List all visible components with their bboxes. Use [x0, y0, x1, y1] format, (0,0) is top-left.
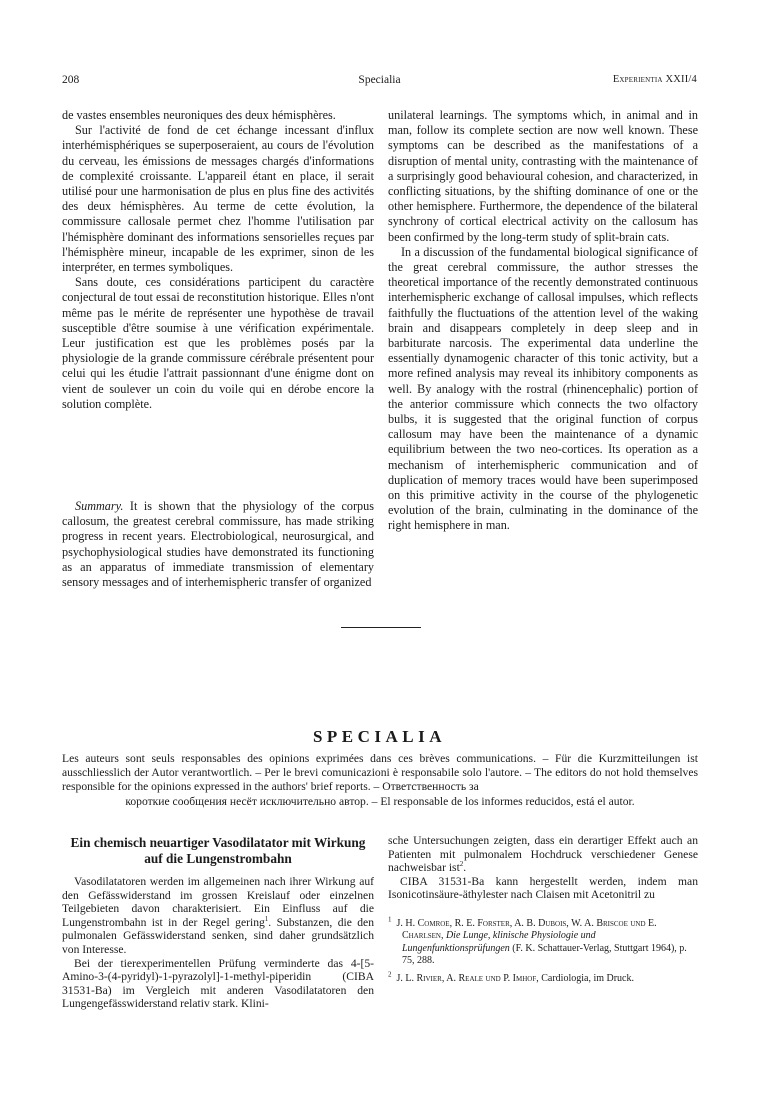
paragraph-text: . Substanzen, die den pulmonalen Gefässwiderstand senken, sind daher grundsätzlich von Interesse.	[62, 915, 374, 956]
summary-paragraph	[62, 499, 374, 590]
paragraph-text: .	[463, 861, 467, 875]
footnote-authors: J. H. Comroe, R. E. Forster, A. B. Dubois, W. A. Briscoe und E. Charlsen,	[396, 918, 657, 942]
paragraph: CIBA 31531-Ba kann hergestellt werden, indem man Isonicotinsäure-äthylester nach Claisen mit Acetonitril zu	[388, 874, 698, 902]
paragraph-text: Vasodilatatoren werden im allgemeinen nach ihrer Wirkung auf den Gefässwiderstand im grossen Kreislauf oder einzelnen Teilgebieten davon charakterisiert. Ein Einfluss auf die Lungenstrombahn ist in der Regel gering	[62, 875, 374, 929]
left-column	[62, 108, 374, 412]
footnotes	[388, 915, 698, 990]
editorial-disclaimer	[62, 752, 698, 809]
disclaimer-text-last-line: короткие сообщения несёт исключительно автор. – El responsable de los informes reducidos, está el autor.	[125, 794, 635, 808]
paragraph-text: sche Untersuchungen zeigten, dass ein derartiger Effekt auch an Patienten mit pulmonalem Hochdruck verschiedener Genese nachweisbar ist	[388, 834, 698, 875]
summary-text: It is shown that the physiology of the corpus callosum, the greatest cerebral commissure, has made striking progress in recent years. Electrobiological, neurosurgical, and psychophysiological studies have demonstrated its functioning as an apparatus of immediate transmission of elementary sensory messages and of interhemispheric transfer of organized	[62, 499, 374, 590]
footnote-ref: 2	[459, 860, 464, 869]
article-body-right	[388, 834, 698, 902]
paragraph: Bei der tierexperimentellen Prüfung verminderte das 4-[5-Amino-3-(4-pyridyl)-1-pyrazolyl]-1-methyl-piperidin (CIBA 31531-Ba) im Vergleich mit anderen Vasodilatatoren den Lungengefässwiderstand relativ stark. Klini-	[62, 956, 374, 1011]
section-divider	[341, 627, 421, 628]
paragraph	[388, 834, 698, 875]
paragraph: unilateral learnings. The symptoms which, in animal and in man, follow its complete section are now well known. These symptoms can be described as the manifestations of a disruption of mental unity, contrasting with the maintenance of a surprisingly good behavioural cohesion, and characterized, in conflicting situations, by the shifting dominance of one or the other hemisphere. Furthermore, the dependence of the bilateral synchrony of cortical electrical activity on the callosum has been confirmed by the long-term study of split-brain cats.	[388, 108, 698, 244]
right-column	[388, 108, 698, 534]
journal-issue: Experientia XXII/4	[612, 74, 697, 85]
footnote-number: 2	[388, 970, 392, 979]
footnote-number: 1	[388, 915, 392, 924]
disclaimer-text: Les auteurs sont seuls responsables des opinions exprimées dans ces brèves communications. – Für die Kurzmitteilungen ist ausschliesslich der Autor verantwortlich. – Per le brevi comunicazioni è responsabile solo l'autore. – The editors do not hold themselves responsible for the opinions expressed in the authors' brief reports. – Ответственность за	[62, 752, 698, 794]
footnote-text: (F. K. Schattauer-Verlag, Stuttgart 1964), p. 75, 288.	[402, 942, 687, 967]
footnote-text: Cardiologia, im Druck.	[538, 972, 634, 984]
article-body-left	[62, 875, 374, 1011]
paragraph: In a discussion of the fundamental biological significance of the great cerebral commissure, the author stresses the theoretical importance of the recently demonstrated continuous interhemispheric exchange of callosal impulses, which reflects faithfully the fluctuations of the attention level of the waking brain and disappears completely in deep sleep and in barbiturate narcosis. The experimental data underline the essentially dynamogenic character of this tonic activity, but a more refined analysis may reveal its inhibitory components as well. By analogy with the rostral (rhinencephalic) portion of the anterior commissure which connects the two olfactory bulbs, it is suggested that the original function of corpus callosum may have been the maintenance of a dynamic equilibrium between the two neo-cortices. Its operation as a mechanism of interhemispheric communication and of duplication of memory traces would have been superimposed on this primitive activity in the course of the phylogenetic evolution of the brain, culminating in the dominance of the right hemisphere in man.	[388, 244, 698, 533]
paragraph: Sur l'activité de fond de cet échange incessant d'influx interhémisphériques se superposeraient, au cours de l'évolution du cerveau, les émissions de messages chargés d'informations de complexité croissante. L'appareil étant en place, il serait utilisé pour une harmonisation de plus en plus fine des activités des deux hémisphères. Au terme de cette évolution, la commissure callosale permet chez l'homme l'utilisation par l'hémisphère dominant des informations sensorielles reçues par l'hémisphère mineur, incapable de les exprimer, sinon de les interpréter, en termes symboliques.	[62, 123, 374, 275]
paragraph: de vastes ensembles neuroniques des deux hémisphères.	[62, 108, 336, 122]
section-heading: SPECIALIA	[312, 727, 447, 746]
footnote-title: Die Lunge, klinische Physiologie und Lungenfunktionsprüfungen	[402, 930, 596, 954]
paragraph: Sans doute, ces considérations participent du caractère conjectural de tout essai de reconstitution historique. Elles n'ont même pas le mérite de représenter une hypothèse de travail susceptible d'être soumise à une vérification expérimentale. Leur justification est que les problèmes posés par la physiologie de la grande commissure cérébrale présentent pour celui qui les étudie l'attrait passionnant d'une énigme dont on vient de soulever un coin du voile qui en dérobe encore la solution complète.	[62, 275, 374, 411]
footnote-ref: 1	[264, 914, 269, 923]
footnote-authors: J. L. Rivier, A. Reale und P. Imhof,	[396, 972, 539, 984]
running-section-title: Specialia	[358, 74, 401, 86]
page-number: 208	[62, 74, 80, 86]
footnote	[388, 915, 698, 968]
summary-label: Summary.	[75, 499, 124, 513]
summary-block	[62, 499, 374, 590]
paragraph	[62, 875, 374, 957]
footnote	[388, 970, 698, 985]
article-title: Ein chemisch neuartiger Vasodilatator mit Wirkung auf die Lungenstrombahn	[70, 835, 366, 866]
